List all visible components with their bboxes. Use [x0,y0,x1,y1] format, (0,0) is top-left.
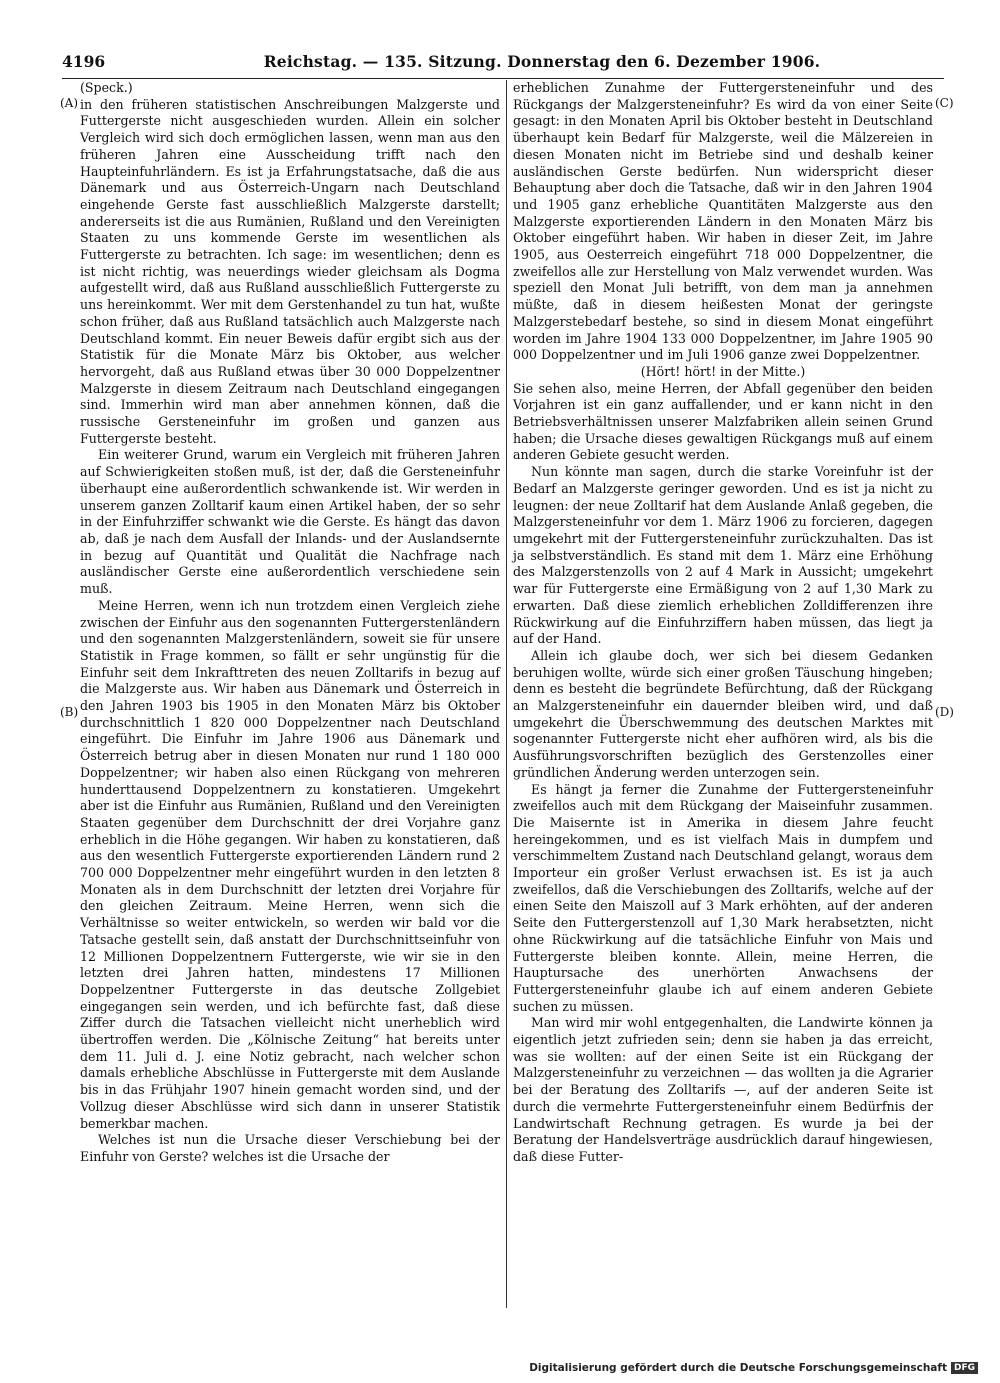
paragraph: erheblichen Zunahme der Futtergersteneinfuhr und des Rückgangs der Malzgersteneinfuhr? Es wird da von einer Seite gesagt: in den Monaten April bis Oktober besteht in Deutschland überhaupt kein Bedarf für Malzgerste, weil die Mälzereien in diesen Monaten nicht im Betriebe sind und deshalb keiner ausländischen Gerste bedürfen. Nun widerspricht dieser Behauptung aber doch die Tatsache, daß wir in den Jahren 1904 und 1905 ganz erhebliche Quantitäten Malzgerste aus den Malzgerste exportierenden Ländern in den Monaten März bis Oktober eingeführt haben. Wir haben in dieser Zeit, im Jahre 1905, aus Oesterreich eingeführt 718 000 Doppelzentner, die zweifellos alle zur Herstellung von Malz verwendet wurden. Was speziell den Monat Juli betrifft, von dem man ja annehmen müßte, daß in diesem heißesten Monat der geringste Malzgerstebedarf bestehe, so sind in diesem Monat eingeführt worden im Jahre 1904 133 000 Doppelzentner, im Jahre 1905 90 000 Doppelzentner und im Juli 1906 ganze zwei Doppelzentner. [513,80,933,363]
interjection: (Hört! hört! in der Mitte.) [640,363,806,379]
margin-marker-a: (A) [60,96,79,110]
speaker-label: (Speck.) [80,80,133,95]
paragraph: Sie sehen also, meine Herren, der Abfall gegenüber den beiden Vorjahren ist ein ganz auffallender, und er kann nicht in den Betriebsverhältnissen unserer Malzfabriken allein seinen Grund haben; die Ursache dieses gewaltigen Rückgangs muß auf einem anderen Gebiete gesucht werden. [513,380,933,463]
credit-text: Digitalisierung gefördert durch die Deutsche Forschungsgemeinschaft [529,1362,947,1374]
paragraph: Es hängt ja ferner die Zunahme der Futtergersteneinfuhr zweifellos auch mit dem Rückgang der Maiseinfuhr zusammen. Die Maisernte ist in Amerika in diesem Jahre feucht hereingekommen, und es ist vielfach Mais in dumpfem und verschimmeltem Zustand nach Deutschland gelangt, woraus dem Importeur ein großer Verlust erwachsen ist. Es ist ja auch zweifellos, daß die Verschiebungen des Zolltarifs, welche auf der einen Seite den Maiszoll auf 3 Mark erhöhten, auf der anderen Seite den Futtergerstenzoll auf 1,30 Mark herabsetzten, nicht ohne Rückwirkung auf die tatsächliche Einfuhr von Mais und Futtergerste bleiben konnte. Allein, meine Herren, die Hauptursache des unerhörten Anwachsens der Futtergersteneinfuhr glaube ich auf einem anderen Gebiete suchen zu müssen. [513,781,933,1014]
page-number: 4196 [62,52,106,71]
paragraph: Welches ist nun die Ursache dieser Verschiebung bei der Einfuhr von Gerste? welches ist die Ursache der [80,1132,500,1164]
margin-marker-d: (D) [935,705,954,719]
running-head: Reichstag. — 135. Sitzung. Donnerstag den 6. Dezember 1906. [263,52,821,71]
paragraph: Meine Herren, wenn ich nun trotzdem einen Vergleich ziehe zwischen der Einfuhr aus den sogenannten Futtergerstenländern und den sogenannten Malzgerstenländern, soweit sie für unsere Statistik in Frage kommen, so fällt er sehr ungünstig für die Einfuhr seit dem Inkrafttreten des neuen Zolltarifs in bezug auf die Malzgerste aus. Wir haben aus Dänemark und Österreich in den Jahren 1903 bis 1905 in den Monaten März bis Oktober durchschnittlich 1 820 000 Doppelzentner nach Deutschland eingeführt. Die Einfuhr im Jahre 1906 aus Dänemark und Österreich betrug aber in diesen Monaten nur rund 1 180 000 Doppelzentner; wir haben also einen Rückgang von mehreren hunderttausend Doppelzentnern zu konstatieren. Umgekehrt aber ist die Einfuhr aus Rumänien, Rußland und den Vereinigten Staaten gegenüber dem Durchschnitt der drei Vorjahre ganz erheblich in die Höhe gegangen. Wir haben zu konstatieren, daß aus den wesentlich Futtergerste exportierenden Ländern rund 2 700 000 Doppelzentner mehr eingeführt wurden in den letzten 8 Monaten als in dem Durchschnitt der letzten drei Vorjahre für den gleichen Zeitraum. Meine Herren, wenn sich die Verhältnisse so weiter entwickeln, so werden wir bald vor die Tatsache gestellt sein, daß anstatt der Durchschnittseinfuhr von 12 Millionen Doppelzentnern Futtergerste, wie wir sie in den letzten drei Jahren hatten, mindestens 17 Millionen Doppelzentner Futtergerste in das deutsche Zollgebiet eingegangen sein werden, und ich befürchte fast, daß diese Ziffer durch die Tatsachen vielleicht nicht unerheblich wird übertroffen werden. Die „Kölnische Zeitung“ hat bereits unter dem 11. Juli d. J. eine Notiz gebracht, nach welcher schon damals erhebliche Abschlüsse in Futtergerste mit dem Auslande bis in das Frühjahr 1907 hinein gemacht worden sind, und der Vollzug dieser Abschlüsse wird sich dann in unserer Statistik bemerkbar machen. [80,597,500,1131]
paragraph: Allein ich glaube doch, wer sich bei diesem Gedanken beruhigen wollte, würde sich einer großen Täuschung hingeben; denn es besteht die begründete Befürchtung, daß der Rückgang an Malzgersteneinfuhr ein dauernder bleiben wird, und daß umgekehrt die Überschwemmung des deutschen Marktes mit sogenannter Futtergerste nicht eher aufhören wird, als bis die Ausführungsvorschriften bezüglich des Gerstenzolles einer gründlichen Änderung werden unterzogen sein. [513,647,933,780]
left-column [80,80,500,1166]
paragraph: in den früheren statistischen Anschreibungen Malzgerste und Futtergerste nicht ausgeschieden wurden. Allein ein solcher Vergleich wird sich doch ermöglichen lassen, wenn man aus den früheren Jahren eine Ausscheidung trifft nach den Haupteinfuhrländern. Es ist ja Erfahrungstatsache, daß die aus Dänemark und aus Österreich-Ungarn nach Deutschland eingehende Gerste fast ausschließlich Malzgerste darstellt; andererseits ist die aus Rumänien, Rußland und den Vereinigten Staaten zu uns kommende Gerste im wesentlichen als Futtergerste zu betrachten. Ich sage: im wesentlichen; denn es ist nicht richtig, was neuerdings wieder gleichsam als Dogma aufgestellt wird, daß aus Rußland ausschließlich Futtergerste zu uns hereinkommt. Wer mit dem Gerstenhandel zu tun hat, wußte schon früher, daß aus Rußland tatsächlich auch Malzgerste nach Deutschland kommt. Ein neuer Beweis dafür ergibt sich aus der Statistik für die Monate März bis Oktober, aus welcher hervorgeht, daß aus Rußland etwas über 30 000 Doppelzentner Malzgerste in diesem Zeitraum nach Deutschland eingegangen sind. Immerhin wird man aber annehmen können, daß die russische Gersteneinfuhr im großen und ganzen aus Futtergerste besteht. [80,96,500,446]
column-divider [506,80,507,1308]
paragraph: Nun könnte man sagen, durch die starke Voreinfuhr ist der Bedarf an Malzgerste geringer geworden. Und es ist ja nicht zu leugnen: der neue Zolltarif hat dem Auslande Anlaß gegeben, die Malzgersteneinfuhr vor dem 1. März 1906 zu forcieren, dagegen umgekehrt mit der Futtergersteneinfuhr zurückzuhalten. Das ist ja selbstverständlich. Es stand mit dem 1. März eine Erhöhung des Malzgerstenzolls von 2 auf 4 Mark in Aussicht; umgekehrt war für Futtergerste eine Ermäßigung von 2 auf 1,30 Mark zu erwarten. Daß diese ziemlich erheblichen Zolldifferenzen ihre Rückwirkung auf die Einfuhrziffern haben müssen, das liegt ja auf der Hand. [513,464,933,647]
margin-marker-c: (C) [935,96,954,110]
right-column [513,80,933,1166]
digitization-credit [529,1362,978,1374]
page-header [62,52,944,79]
dfg-logo-icon: DFG [951,1362,978,1374]
margin-marker-b: (B) [60,705,79,719]
paragraph: Man wird mir wohl entgegenhalten, die Landwirte können ja eigentlich jetzt zufrieden sein; denn sie haben ja das erreicht, was sie wollten: auf der einen Seite ist ein Rückgang der Malzgersteneinfuhr zu verzeichnen — das wollten ja die Agrarier bei der Beratung des Zolltarifs —, auf der anderen Seite ist durch die vermehrte Futtergersteneinfuhr einem Bedürfnis der Landwirtschaft Rechnung getragen. Es wurde ja bei der Beratung der Handelsverträge ausdrücklich darauf hingewiesen, daß diese Futter- [513,1015,933,1164]
paragraph: Ein weiterer Grund, warum ein Vergleich mit früheren Jahren auf Schwierigkeiten stoßen muß, ist der, daß die Gersteneinfuhr überhaupt eine außerordentlich schwankende ist. Wir werden in unserem ganzen Zolltarif kaum einen Artikel haben, der so sehr in der Einfuhrziffer schwankt wie die Gerste. Es hängt das davon ab, daß je nach dem Ausfall der Inlands- und der Auslandsernte in bezug auf Quantität und Qualität die Nachfrage nach ausländischer Gerste eine außerordentlich verschiedene sein muß. [80,447,500,597]
